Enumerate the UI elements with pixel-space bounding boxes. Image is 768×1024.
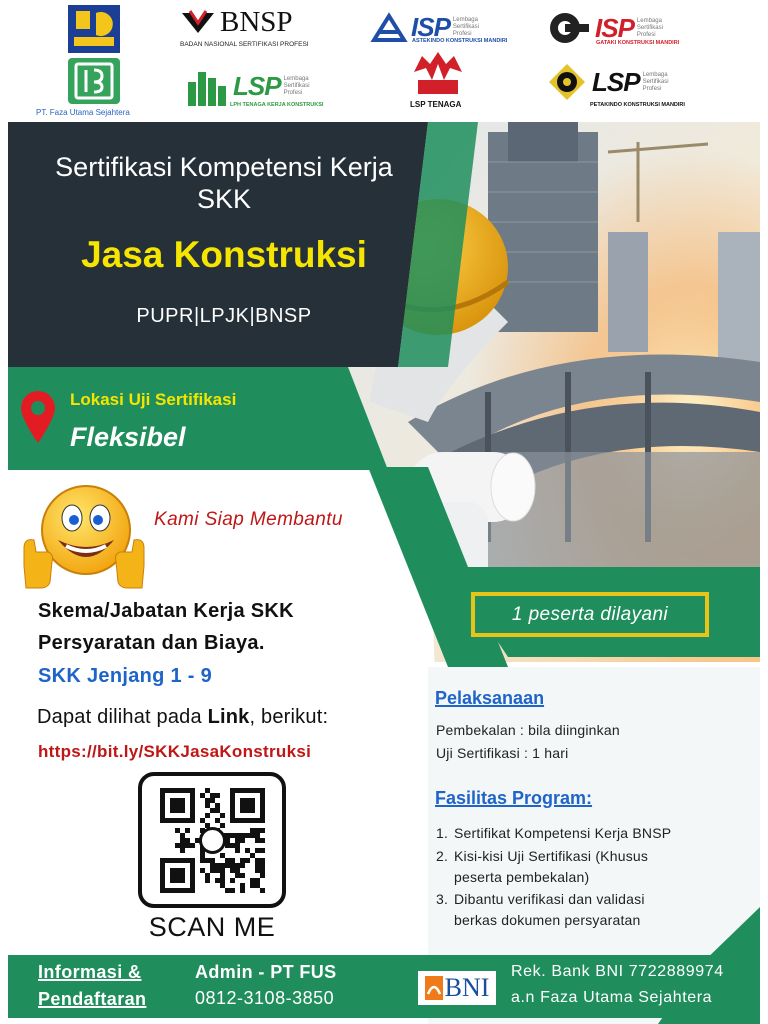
qr-module [220, 878, 225, 883]
isp-petakindo-logo [545, 62, 725, 102]
qr-module [215, 818, 220, 823]
facility-text-cont: berkas dokumen persyaratan [454, 912, 641, 928]
qr-module [260, 868, 265, 873]
building-emblem-icon [186, 66, 230, 106]
smiley-thumbs-up-icon [14, 482, 154, 592]
scan-me-label: SCAN ME [148, 912, 276, 942]
headline-line1: Sertifikasi Kompetensi Kerja [55, 152, 393, 182]
faza-emblem-icon [68, 58, 120, 104]
qr-module [215, 793, 220, 798]
contact-footer [8, 955, 760, 1018]
qr-module [205, 803, 210, 808]
admin-phone[interactable]: 0812-3108-3850 [195, 988, 335, 1008]
qr-module [205, 798, 210, 803]
execution-row: Pembekalan : bila diinginkan [436, 722, 620, 738]
location-label: Lokasi Uji Sertifikasi [70, 390, 237, 409]
qr-module [255, 863, 260, 868]
qr-module [235, 873, 240, 878]
qr-module [210, 863, 215, 868]
qr-module [180, 848, 185, 853]
qr-module [170, 798, 185, 813]
qr-module [230, 868, 235, 873]
qr-module [220, 863, 225, 868]
petakindo-lsp-word: LSP [592, 66, 640, 97]
seen-suffix: , berikut: [249, 706, 329, 728]
gataki-isp-caption: Lembaga Sertifikasi Profesi [636, 17, 663, 38]
lph-lsp-word: LSP [233, 70, 281, 101]
qr-module [235, 863, 240, 868]
qr-module [240, 883, 245, 888]
facilities-title: Fasilitas Program: [435, 788, 593, 808]
qr-module [215, 803, 220, 808]
qr-module [230, 833, 235, 838]
qr-module [180, 843, 185, 848]
qr-module [210, 798, 215, 803]
qr-module [220, 868, 225, 873]
facility-text: Dibantu verifikasi dan validasi [454, 891, 645, 907]
scheme-line2: Persyaratan dan Biaya. [38, 632, 265, 654]
qr-code-icon [142, 776, 282, 904]
isp-word: ISP [411, 11, 450, 42]
qr-module [230, 858, 235, 863]
qr-module [245, 833, 250, 838]
qr-module [215, 863, 220, 868]
qr-module [230, 843, 235, 848]
qr-module [260, 848, 265, 853]
gataki-caption: GATAKI KONSTRUKSI MANDIRI [596, 40, 680, 46]
qr-module [200, 818, 205, 823]
qr-module [250, 883, 255, 888]
qr-module [260, 858, 265, 863]
registration-link[interactable]: https://bit.ly/SKKJasaKonstruksi [38, 742, 312, 761]
facility-number: 3. [436, 891, 449, 907]
facility-text: Kisi-kisi Uji Sertifikasi (Khusus [454, 848, 649, 864]
facility-number: 1. [436, 825, 449, 841]
qr-module [220, 813, 225, 818]
facility-item [436, 846, 648, 888]
qr-module [200, 853, 205, 858]
seen-bold: Link [207, 706, 250, 728]
bnsp-emblem-icon [180, 9, 216, 37]
qr-module [205, 823, 210, 828]
qr-center-badge [201, 829, 225, 853]
info-line1: Informasi & [38, 962, 142, 982]
lsp-lph-logo [186, 66, 346, 106]
gataki-isp-word: ISP [595, 12, 634, 43]
qr-module [255, 858, 260, 863]
qr-module [220, 823, 225, 828]
admin-name: Admin - PT FUS [195, 962, 337, 982]
qr-module [240, 863, 245, 868]
qr-module [250, 833, 255, 838]
qr-module [235, 848, 240, 853]
bni-word: BNI [444, 973, 490, 1002]
qr-module [225, 833, 230, 838]
qr-module [210, 868, 215, 873]
qr-module [255, 838, 260, 843]
bnsp-name: BNSP [220, 6, 293, 38]
qr-module [240, 888, 245, 893]
gear-emblem-icon [545, 62, 589, 102]
qr-module [220, 873, 225, 878]
qr-module [215, 808, 220, 813]
facility-text: Sertifikat Kompetensi Kerja BNSP [454, 825, 672, 841]
qr-module [255, 868, 260, 873]
qr-module [260, 838, 265, 843]
info-line2: Pendaftaran [38, 989, 147, 1009]
gataki-emblem-icon [548, 11, 592, 45]
pupr-logo [68, 5, 120, 53]
qr-module [250, 878, 255, 883]
green-bands [8, 367, 760, 1024]
facility-item [436, 889, 645, 931]
seen-text [37, 706, 328, 729]
qr-module [260, 873, 265, 878]
logo-header [0, 0, 768, 122]
qr-module [230, 863, 235, 868]
qr-module [240, 858, 245, 863]
scheme-level: SKK Jenjang 1 - 9 [38, 665, 213, 687]
petakindo-isp-caption: Lembaga Sertifikasi Profesi [642, 71, 669, 92]
headline-line2: SKK [196, 184, 252, 214]
qr-module [205, 878, 210, 883]
qr-module [225, 888, 230, 893]
qr-module [235, 833, 240, 838]
qr-module [260, 888, 265, 893]
seen-prefix: Dapat dilihat pada [37, 706, 208, 728]
facility-item [436, 823, 671, 844]
facility-text-cont: peserta pembekalan) [454, 869, 590, 885]
bank-account: Rek. Bank BNI 7722889974 [511, 963, 724, 980]
lph-caption: LPH TENAGA KERJA KONSTRUKSI [230, 102, 324, 108]
qr-module [260, 828, 265, 833]
astekindo-caption: ASTEKINDO KONSTRUKSI MANDIRI [412, 38, 508, 44]
qr-module [255, 833, 260, 838]
qr-module [180, 833, 185, 838]
tenaga-emblem-icon [410, 50, 466, 98]
qr-module [175, 828, 180, 833]
poster [8, 122, 760, 1024]
qr-module [255, 878, 260, 883]
qr-module [190, 843, 195, 848]
info-registration[interactable] [38, 959, 146, 1013]
qr-module [185, 843, 190, 848]
qr-module [205, 873, 210, 878]
location-pin-icon [18, 389, 58, 445]
help-text: Kami Siap Membantu [154, 509, 343, 530]
qr-module [200, 793, 205, 798]
qr-module [210, 793, 215, 798]
qr-module [215, 878, 220, 883]
lph-isp-caption: Lembaga Sertifikasi Profesi [283, 75, 310, 96]
qr-module [200, 858, 205, 863]
qr-module [235, 868, 240, 873]
qr-module [255, 848, 260, 853]
bni-emblem-icon [425, 976, 443, 1000]
execution-row: Uji Sertifikasi : 1 hari [436, 745, 569, 761]
qr-module [210, 808, 215, 813]
qr-module [235, 838, 240, 843]
facility-number: 2. [436, 848, 449, 864]
qr-module [205, 858, 210, 863]
qr-module [225, 858, 230, 863]
bni-logo [418, 971, 496, 1005]
pt-name: PT. Faza Utama Sejahtera [36, 108, 130, 117]
qr-module [245, 848, 250, 853]
pt-faza-logo [68, 58, 120, 104]
astekindo-emblem-icon [370, 12, 408, 42]
qr-module [235, 843, 240, 848]
qr-module [220, 853, 225, 858]
qr-module [250, 828, 255, 833]
lsp-tenaga-caption: LSP TENAGA [410, 100, 462, 109]
qr-module [215, 868, 220, 873]
qr-module [255, 883, 260, 888]
qr-module [205, 788, 210, 793]
bnsp-logo [180, 6, 330, 52]
qr-module [185, 838, 190, 843]
location-value: Fleksibel [70, 422, 186, 452]
qr-module [260, 863, 265, 868]
execution-title: Pelaksanaan [435, 688, 545, 708]
lsp-tenaga-logo [410, 50, 466, 98]
qr-module [225, 843, 230, 848]
qr-module [200, 868, 205, 873]
qr-module [225, 863, 230, 868]
qr-module [180, 838, 185, 843]
qr-module [230, 878, 235, 883]
qr-module [240, 873, 245, 878]
bank-holder: a.n Faza Utama Sejahtera [511, 989, 713, 1006]
qr-module [255, 828, 260, 833]
qr-module [175, 843, 180, 848]
qr-module [250, 853, 255, 858]
qr-module [205, 813, 210, 818]
pupr-emblem-icon [68, 5, 120, 53]
qr-module [230, 888, 235, 893]
bnsp-caption: BADAN NASIONAL SERTIFIKASI PROFESI [180, 41, 309, 48]
scheme-line1: Skema/Jabatan Kerja SKK [38, 600, 294, 622]
qr-module [185, 828, 190, 833]
qr-module [220, 883, 225, 888]
petakindo-caption: PETAKINDO KONSTRUKSI MANDIRI [590, 102, 685, 108]
main-title: Jasa Konstruksi [81, 234, 367, 275]
served-text: 1 peserta dilayani [511, 603, 669, 625]
qr-module [170, 868, 185, 883]
organizations: PUPR|LPJK|BNSP [136, 305, 312, 327]
qr-module [240, 798, 255, 813]
qr-module [245, 858, 250, 863]
qr-module [240, 833, 245, 838]
qr-module [210, 858, 215, 863]
qr-code[interactable] [138, 772, 286, 908]
qr-module [240, 838, 245, 843]
isp-caption: Lembaga Sertifikasi Profesi [452, 16, 479, 37]
served-badge [471, 592, 709, 637]
